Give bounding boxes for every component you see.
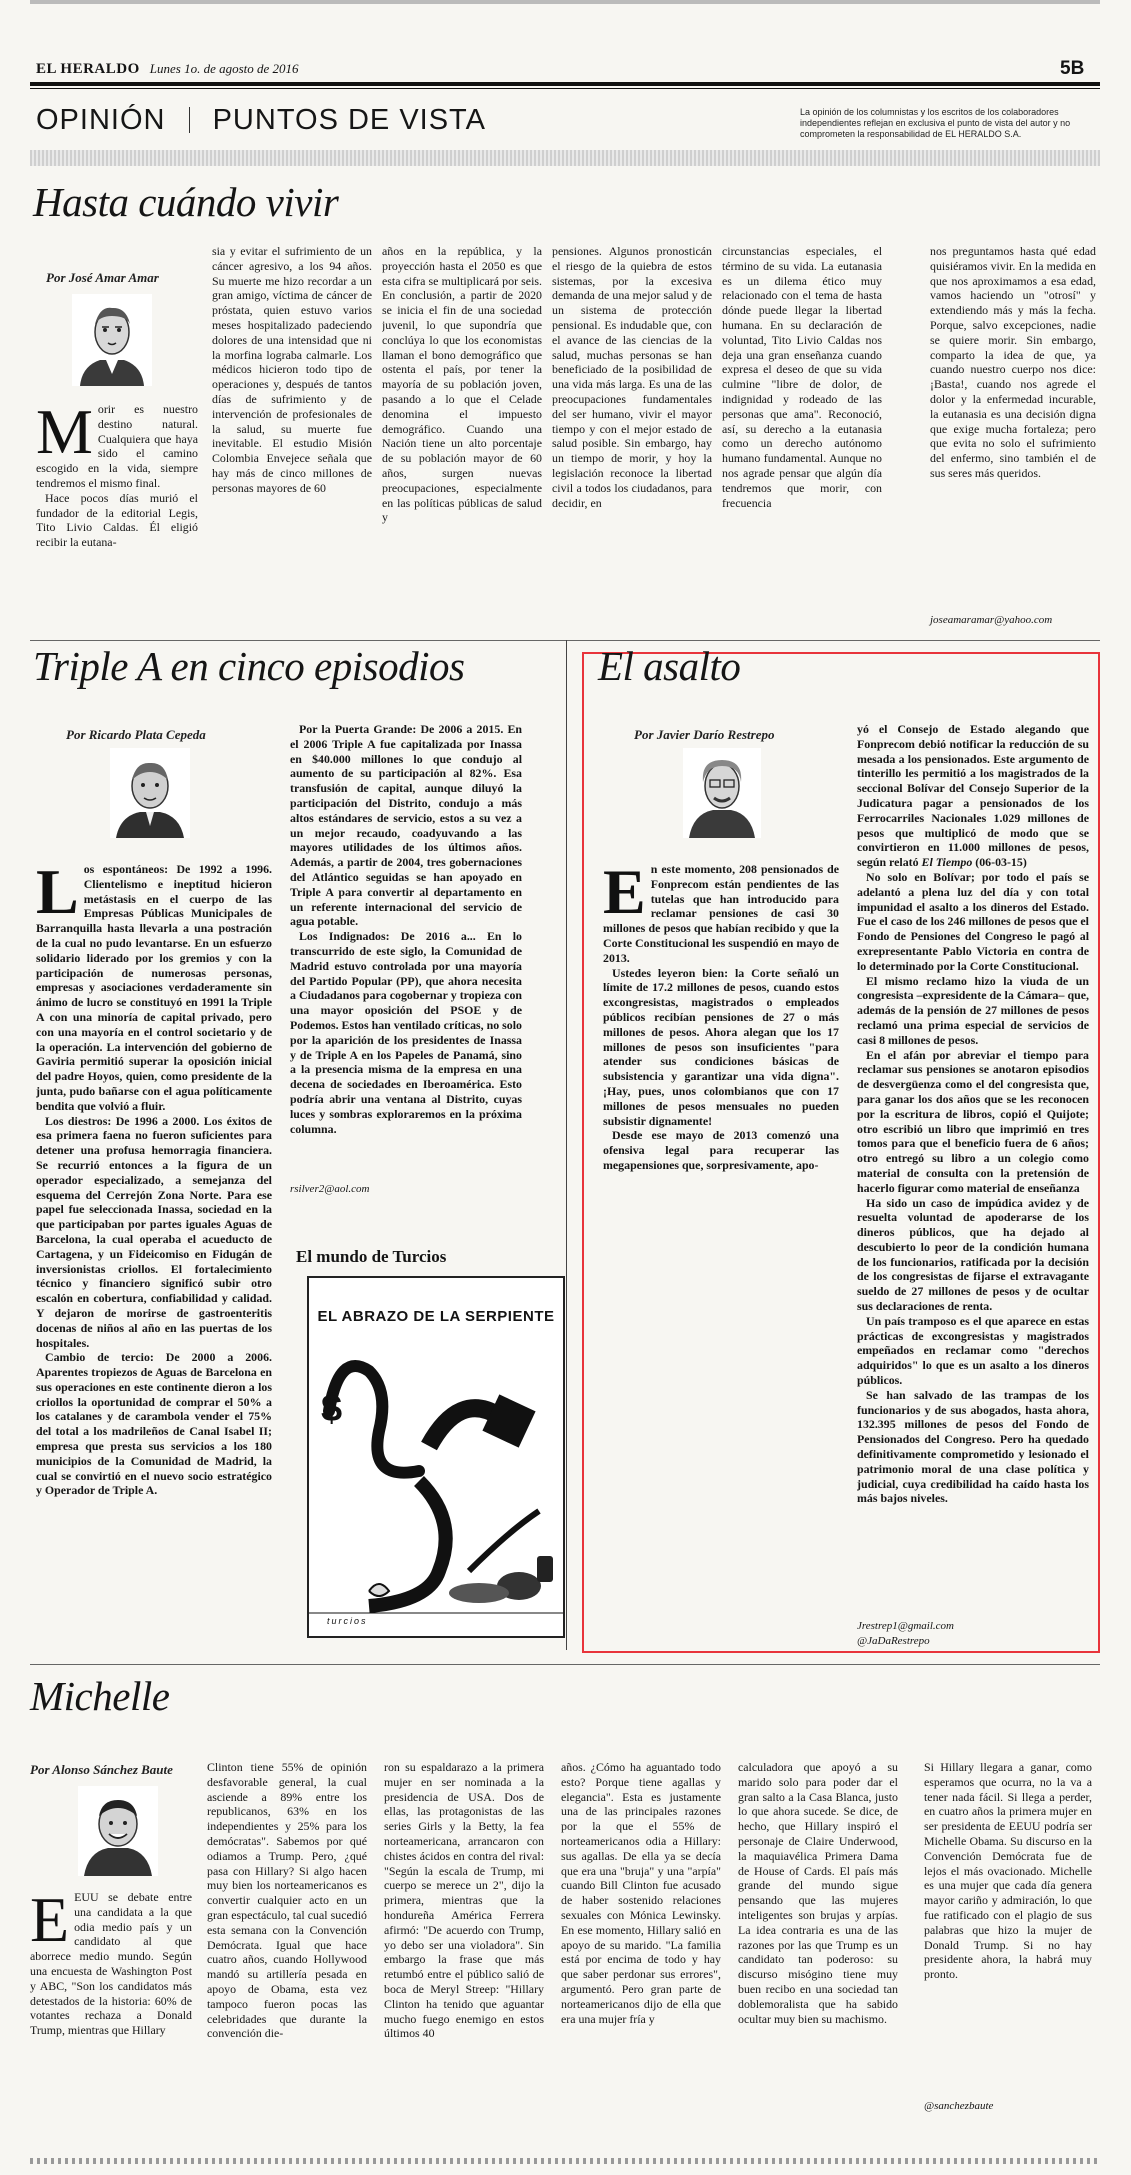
column-vivir-5 bbox=[722, 244, 882, 628]
paragraph: circunstancias especiales, el término de su vida. La eutanasia es un dilema ético muy relacionado con el tema de hasta dónde puede llegar la libertad humana. En su declaración de voluntad, Tito Livio Caldas nos deja una gran enseñanza cuando expresa el deseo de que su vida culmine "libre de dolor, de indignidad y rodeado de las personas que ama". Reconoció, así, su derecho a la eutanasia como un derecho autónomo humano fundamental. Aunque no nos agrade pensar que algún día tendremos que morir, con frecuencia bbox=[722, 244, 882, 510]
page-number: 5B bbox=[1060, 58, 1085, 79]
cartoon-frame bbox=[307, 1276, 565, 1638]
cited-source: El Tiempo bbox=[921, 855, 973, 870]
section-divider bbox=[189, 107, 190, 133]
email-triple[interactable]: rsilver2@aol.com bbox=[290, 1183, 370, 1195]
paragraph: orir es nuestro destino natural. Cualquiera que haya sido el camino escogido en la vida, siempre tendremos el mismo final. bbox=[36, 402, 198, 490]
paragraph: Cambio de tercio: De 2000 a 2006. Aparentes tropiezos de Aguas de Barcelona en sus operaciones en este continente dieron a los criollos la oportunidad de comprar el 50% a los catalanes y de carambola vender el 75% del total a los madrileños de Canal Isabel II; empresa que presta sus servicios a los 180 municipios de la Comunidad de Madrid, la cual se convirtió en el nuevo socio estratégico y Operador de Triple A. bbox=[36, 1350, 272, 1498]
section-header bbox=[36, 104, 486, 137]
column-asalto-2 bbox=[857, 722, 1089, 1620]
issue-date: Lunes 1o. de agosto de 2016 bbox=[149, 61, 299, 76]
paragraph: Un país tramposo es el que aparece en estas prácticas de excongresistas y magistrados empeñados en reclamar como "derechos adquiridos" lo que es un asalto a los dineros públicos. bbox=[857, 1313, 1089, 1388]
paragraph: No solo en Bolívar; por todo el país se adelantó a plena luz del día y con total impunidad el asalto a los dineros del Estado. Fue el caso de los 246 millones de pesos que el Fondo de Pensiones del Congreso le pagó al exrepresentante Pablo Victoria en contra de lo determinado por la Corte Constitucional. bbox=[857, 869, 1089, 973]
section-left: OPINIÓN bbox=[36, 104, 166, 136]
paragraph: Se han salvado de las trampas de los funcionarios y de sus abogados, hasta ahora, 132.395 millones de pesos del Fondo de Pensionados del Congreso. Pero ha quedado definitivamente comprometido y lesionado el patrimonio moral de una clase política y judicial, cuya credibilidad ha caído hasta los más bajos niveles. bbox=[857, 1387, 1089, 1506]
byline-vivir: Por José Amar Amar bbox=[46, 270, 159, 285]
headline-michelle: Michelle bbox=[30, 1673, 170, 1719]
newspaper-name: EL HERALDO bbox=[36, 61, 140, 77]
paragraph-text: (06-03-15) bbox=[975, 855, 1027, 870]
headline-asalto: El asalto bbox=[598, 643, 741, 689]
column-vivir-2 bbox=[212, 244, 372, 628]
column-michelle-5 bbox=[738, 1760, 898, 2132]
dropcap-michelle: E bbox=[30, 1890, 70, 1955]
disclaimer: La opinión de los columnistas y los escritos de los colaboradores independientes reflejan en exclusiva el punto de vista del autor y no comprometen la responsabilidad de EL HERALDO S.A. bbox=[800, 107, 1071, 139]
column-vivir-4 bbox=[552, 244, 712, 628]
dropcap-asalto: E bbox=[603, 862, 646, 927]
paragraph: Ha sido un caso de impúdica avidez y de resuelta voluntad de apoderarse de los dineros públicos, que ha dejado al descubierto lo peor de la condición humana de los funcionarios, ratificada por la decisión de los congresistas de fijarse el extravagante sueldo de 27 millones de pesos y de ocultar sus declaraciones de renta. bbox=[857, 1195, 1089, 1314]
paragraph: os espontáneos: De 1992 a 1996. Clientelismo e ineptitud hicieron metástasis en el cuerpo de las Empresas Públicas Municipales de Barranquilla hasta llevarla a una postración de la cual no pudo levantarse. En un esfuerzo solidario liderado por los gremios y con la participación de numerosas personas, empresas y asociaciones verdaderamente sin ánimo de lucro se constituyó en 1991 la Triple A con una minoría de capital privado, pero con una mayoría en el control societario y de la operación. La intervención del gobierno de Gaviria permitió superar la oposición inicial del padre Hoyos, quien, como presidente de la junta, pudo bañarse con el agua políticamente bendita que volvió a fluir. bbox=[36, 862, 272, 1113]
email-vivir[interactable]: joseamaramar@yahoo.com bbox=[930, 614, 1053, 626]
author-portrait-sanchez bbox=[78, 1786, 158, 1876]
paragraph: nos preguntamos hasta qué edad quisiéramos vivir. En la medida en que nos aproximamos a esa edad, vamos haciendo un "otrosí" y extendiendo más y más la fecha. Porque, salvo excepciones, nadie se quiere morir. Sin embargo, comparto la idea de que, ya cuando nuestro cuerpo nos dice: ¡Basta!, cuando nos agrede el dolor y la enfermedad incurable, la eutanasia es una decisión digna que exige mucha fortaleza; pero que evita no solo el sufrimiento del enfermo, sino también el de sus seres más queridos. bbox=[930, 244, 1096, 480]
paragraph: sia y evitar el sufrimiento de un cáncer agresivo, a los 94 años. Su muerte me hizo recordar a un gran amigo, víctima de cáncer de próstata, quien estuvo varios meses hospitalizado padeciendo dolores de una intensidad que ni la morfina lograba calmarle. Los médicos hicieron todo tipo de operaciones y, después de tantos días de sufrimiento y de intervención de profesionales de la salud, su muerte fue inevitable. El estudio Misión Colombia Envejece señala que hay más de cinco millones de personas mayores de 60 bbox=[212, 244, 372, 495]
paragraph: calculadora que apoyó a su marido solo para poder dar el gran salto a la Casa Blanca, justo lo que ahora sucede. Se dice, de hecho, que Hillary inspiró el personaje de Claire Underwood, la maquiavélica Primera Dama de House of Cards. El país más grande del mundo sigue pensando que las mujeres inteligentes son brujas y arpías. La idea contraria es una de las razones por las que Trump es un candidato tan poderoso: su discurso misógino tiene muy buen recibo en una sociedad tan doblemoralista que ha sabido ocultar muy bien su machismo. bbox=[738, 1760, 898, 2026]
section-right: PUNTOS DE VISTA bbox=[212, 104, 486, 136]
cartoon-section-title: El mundo de Turcios bbox=[296, 1247, 447, 1266]
handle-asalto[interactable]: @JaDaRestrepo bbox=[857, 1635, 930, 1647]
masthead-rule-thin bbox=[30, 88, 1100, 89]
svg-text:$: $ bbox=[321, 1388, 343, 1430]
paragraph-text: yó el Consejo de Estado alegando que Fonprecom debió notificar la reducción de su mesada a los pensionados. Este argumento de tinterillo les permitió a los magistrados de la seccional Bolívar del Consejo Superior de la Judicatura pagar a pensionados de los Ferrocarriles Nacionales 1.029 millones de pesos que multiplicó de modo que se convirtieron en 11.000 millones de pesos, según relató bbox=[857, 722, 1089, 870]
paragraph: pensiones. Algunos pronosticán el riesgo de la quiebra de estos sistemas, por la excesiva demanda de una mejor salud y de un sistema de protección pensional. Es indudable que, con el avance de las ciencias de la salud, muchas personas se han beneficiado de la posibilidad de una vida más larga. Es una de las preocupaciones fundamentales del ser humano, vivir el mayor tiempo y con el mejor estado de salud posible. Sin embargo, hay un tiempo de morir, y hoy la legislación reconoce la libertad civil a todos los ciudadanos, para decidir, en bbox=[552, 244, 712, 510]
author-portrait-amar bbox=[72, 294, 152, 386]
paragraph: Clinton tiene 55% de opinión desfavorable general, la cual asciende a 89% entre los republicanos, 63% en los independientes y 25% para los demócratas". Sabemos por qué odiamos a Trump. Pero, ¿qué pasa con Hillary? Si algo hacen muy bien los norteamericanos es convertir cualquier acto en un gran espectáculo, tal cual sucedió esta semana con la Convención Demócrata. Igual que hace cuatro años, cuando Hollywood mandó su artillería pesada en apoyo de Obama, esta vez tampoco fueron pocas las celebridades que durante la convención die- bbox=[207, 1760, 367, 2041]
paragraph: ron su espaldarazo a la primera mujer en ser nominada a la presidencia de USA. Dos de ellas, las protagonistas de las series Girls y la Betty, la fea norteamericana, arrancaron con chistes ácidos en contra del rival: "Según la escala de Trump, mi cuerpo se merece un 2", dijo la primera, mientras que la hondureña América Ferrera afirmó: "De acuerdo con Trump, yo debo ser una violadora". Sin embargo la frase que más retumbó entre el público salió de boca de Meryl Streep: "Hillary Clinton ha tenido que aguantar mucho fuego enemigo en estos últimos 40 bbox=[384, 1760, 544, 2041]
dropcap-vivir: M bbox=[36, 402, 93, 467]
column-michelle-1 bbox=[30, 1890, 192, 2130]
email-michelle[interactable]: @sanchezbaute bbox=[924, 2100, 994, 2112]
paragraph: Por la Puerta Grande: De 2006 a 2015. En el 2006 Triple A fue capitalizada por Inassa en $40.000 millones lo que condujo al aumento de su participación al 82%. Esa transfusión de capital, aunque diluyó la participación del Distrito, condujo a más altos estándares de servicio, estos a su vez a un mejor recaudo, coadyuvando a las mayores utilidades de los últimos años. Además, a partir de 2004, tres gobernaciones del Atlántico seguidas se han apoyado en Triple A para convertir al departamento en un referente internacional del servicio de agua potable. bbox=[290, 722, 522, 929]
masthead bbox=[36, 60, 299, 78]
author-portrait-plata bbox=[110, 748, 190, 838]
author-portrait-restrepo bbox=[683, 748, 761, 838]
divider-2 bbox=[30, 1664, 1100, 1665]
paragraph: En el afán por abreviar el tiempo para reclamar sus pensiones se anotaron episodios de desvergüenza como el del congresista que, para ganar los dos años que se les reconocen por la escritura de libros, copió el Quijote; otro escribió un libro que imprimió en tres tomos para que el beneficio fuera de 6 años; otro entregó su libro a un colegio como material de consulta con la pretensión de hacerlo figurar como material de enseñanza bbox=[857, 1047, 1089, 1195]
paragraph: años en la república, y la proyección hasta el 2050 es que esta cifra se multiplicará por seis. En conclusión, a partir de 2020 se inicia el fin de una sociedad juvenil, lo que supondría que conclúya lo que los economistas llaman el bono demográfico que ostenta el país, por tener la mayoría de su población joven, pasando a lo que el Celade denomina el impuesto demográfico. Cuando una Nación tiene un alto porcentaje de su población mayor de 60 años, surgen nuevas preocupaciones, especialmente en las políticas públicas de salud y bbox=[382, 244, 542, 525]
cartoon-signature: turcios bbox=[327, 1616, 368, 1626]
column-michelle-6 bbox=[924, 1760, 1092, 2098]
paragraph: Los diestros: De 1996 a 2000. Los éxitos de esa primera faena no fueron suficientes para detener una profusa hemorragia financiera. Se recurrió entonces a la figura de un operador especializado, a semejanza del esquema del Cerrejón Zona Norte. Para ese papel fue seleccionada Inassa, sociedad en la que participaban por partes iguales Aguas de Barcelona, la cual operaba el acueducto de Cartagena, y un Fideicomiso en Fidugán de inversionistas criollos. El fortalecimiento técnico y financiero significó subir otro escalón en cobertura, confiabilidad y calidad. Y dejaron de morirse de gastroenteritis docenas de niños al año en las puertas de los hospitales. bbox=[36, 1113, 272, 1350]
email-asalto[interactable]: Jrestrep1@gmail.com bbox=[857, 1620, 954, 1632]
paragraph: Los Indignados: De 2016 a... En lo transcurrido de este siglo, la Comunidad de Madrid estuvo controlada por una mayoría del Partido Popular (PP), que ahora necesita a Ciudadanos para cogobernar y tropieza con una mayor oposición del PSOE y de Podemos. Estos han ventilado críticas, no solo por la aparición de los presidentes de Inassa y de Triple A en los Papeles de Panamá, sino a la presencia misma de la empresa en una decena de sociedades en Iberoamérica. Esto podría abrir una ventana al Distrito, cuyas luces y sombras exploraremos en la próxima columna. bbox=[290, 929, 522, 1136]
cartoon-caption: EL ABRAZO DE LA SERPIENTE bbox=[317, 1308, 555, 1325]
paragraph: El mismo reclamo hizo la viuda de un congresista –expresidente de la Cámara– que, además de la pensión de 27 millones de pesos reclamó una prima especial de servicios de casi 8 millones de pesos. bbox=[857, 973, 1089, 1047]
column-divider bbox=[566, 640, 567, 1650]
top-edge bbox=[30, 0, 1100, 4]
column-vivir-1 bbox=[36, 402, 198, 627]
paragraph: Hace pocos días murió el fundador de la editorial Legis, Tito Livio Caldas. Él eligió recibir la eutana- bbox=[36, 490, 198, 550]
paragraph: años. ¿Cómo ha aguantado todo esto? Porque tiene agallas y elegancia". Esta es justamente una de las principales razones por la que el 55% de norteamericanos odia a Hillary: sus agallas. De ella ya se decía que era una "bruja" y una "arpía" cuando Bill Clinton fue acusado de haber sostenido relaciones sexuales con Mónica Lewinsky. En ese momento, Hillary salió en apoyo de su marido. "La familia está por encima de todo y hay que saber perdonar sus errores", argumentó. Pero gran parte de norteamericanos dijo de ella que era una mujer fría y bbox=[561, 1760, 721, 2026]
column-triple-2 bbox=[290, 722, 522, 1176]
column-michelle-3 bbox=[384, 1760, 544, 2132]
column-vivir-3 bbox=[382, 244, 542, 628]
paragraph bbox=[857, 722, 1089, 870]
paragraph: Si Hillary llegara a ganar, como esperamos que ocurra, no la va a tener nada fácil. Si llega a perder, en cuatro años la primera mujer en ser presidenta de EEUU podría ser Michelle Obama. Su discurso en la Convención Demócrata fue de lejos el más ovacionado. Michelle es una mujer que cada día genera mayor cariño y admiración, lo que fue ratificado con el plagio de sus palabras que hizo la mujer de Donald Trump. Si no hay presidente ahora, la habrá muy pronto. bbox=[924, 1760, 1092, 1982]
column-michelle-2 bbox=[207, 1760, 367, 2132]
paragraph: Desde ese mayo de 2013 comenzó una ofensiva legal para recuperar las megapensiones que, sorpresivamente, apo- bbox=[603, 1128, 839, 1172]
header-stripe bbox=[30, 150, 1100, 166]
paragraph: Ustedes leyeron bien: la Corte señaló un límite de 17.2 millones de pesos, cuando estos excongresistas, magistrados o empleados públicos recibían pensiones de 27 o más millones de pesos. Ahora alegan que los 17 millones de pesos son insuficientes "para atender sus condiciones básicas de subsistencia y garantizar una vida digna". ¡Hay, pues, unos colombianos que con 17 millones de pesos mensuales no pueden subsistir dignamente! bbox=[603, 965, 839, 1128]
headline-triple: Triple A en cinco episodios bbox=[33, 643, 465, 689]
column-asalto-1 bbox=[603, 862, 839, 1207]
byline-asalto: Por Javier Darío Restrepo bbox=[634, 727, 775, 742]
headline-vivir: Hasta cuándo vivir bbox=[33, 179, 339, 225]
byline-michelle: Por Alonso Sánchez Baute bbox=[30, 1762, 173, 1777]
cartoon-drawing bbox=[309, 1331, 563, 1631]
masthead-rule bbox=[30, 82, 1100, 86]
paragraph: n este momento, 208 pensionados de Fonprecom están pendientes de las tutelas que han introducido para reclamar pensiones de casi 30 millones de pesos que habían recibido y que la Corte Constitucional les suspendió en mayo de 2013. bbox=[603, 862, 839, 965]
divider-1 bbox=[30, 640, 1100, 641]
column-vivir-6 bbox=[930, 244, 1096, 612]
dropcap-triple: L bbox=[36, 862, 79, 927]
column-michelle-4 bbox=[561, 1760, 721, 2132]
byline-triple: Por Ricardo Plata Cepeda bbox=[66, 727, 206, 742]
column-triple-1 bbox=[36, 862, 272, 1652]
bottom-edge bbox=[30, 2158, 1100, 2164]
paragraph: EUU se debate entre una candidata a la que odia medio país y un candidato al que aborrece medio mundo. Según una encuesta de Washington Post y ABC, "Son los candidatos más detestados de la historia: 60% de votantes rechaza a Donald Trump, mientras que Hillary bbox=[30, 1890, 192, 2038]
